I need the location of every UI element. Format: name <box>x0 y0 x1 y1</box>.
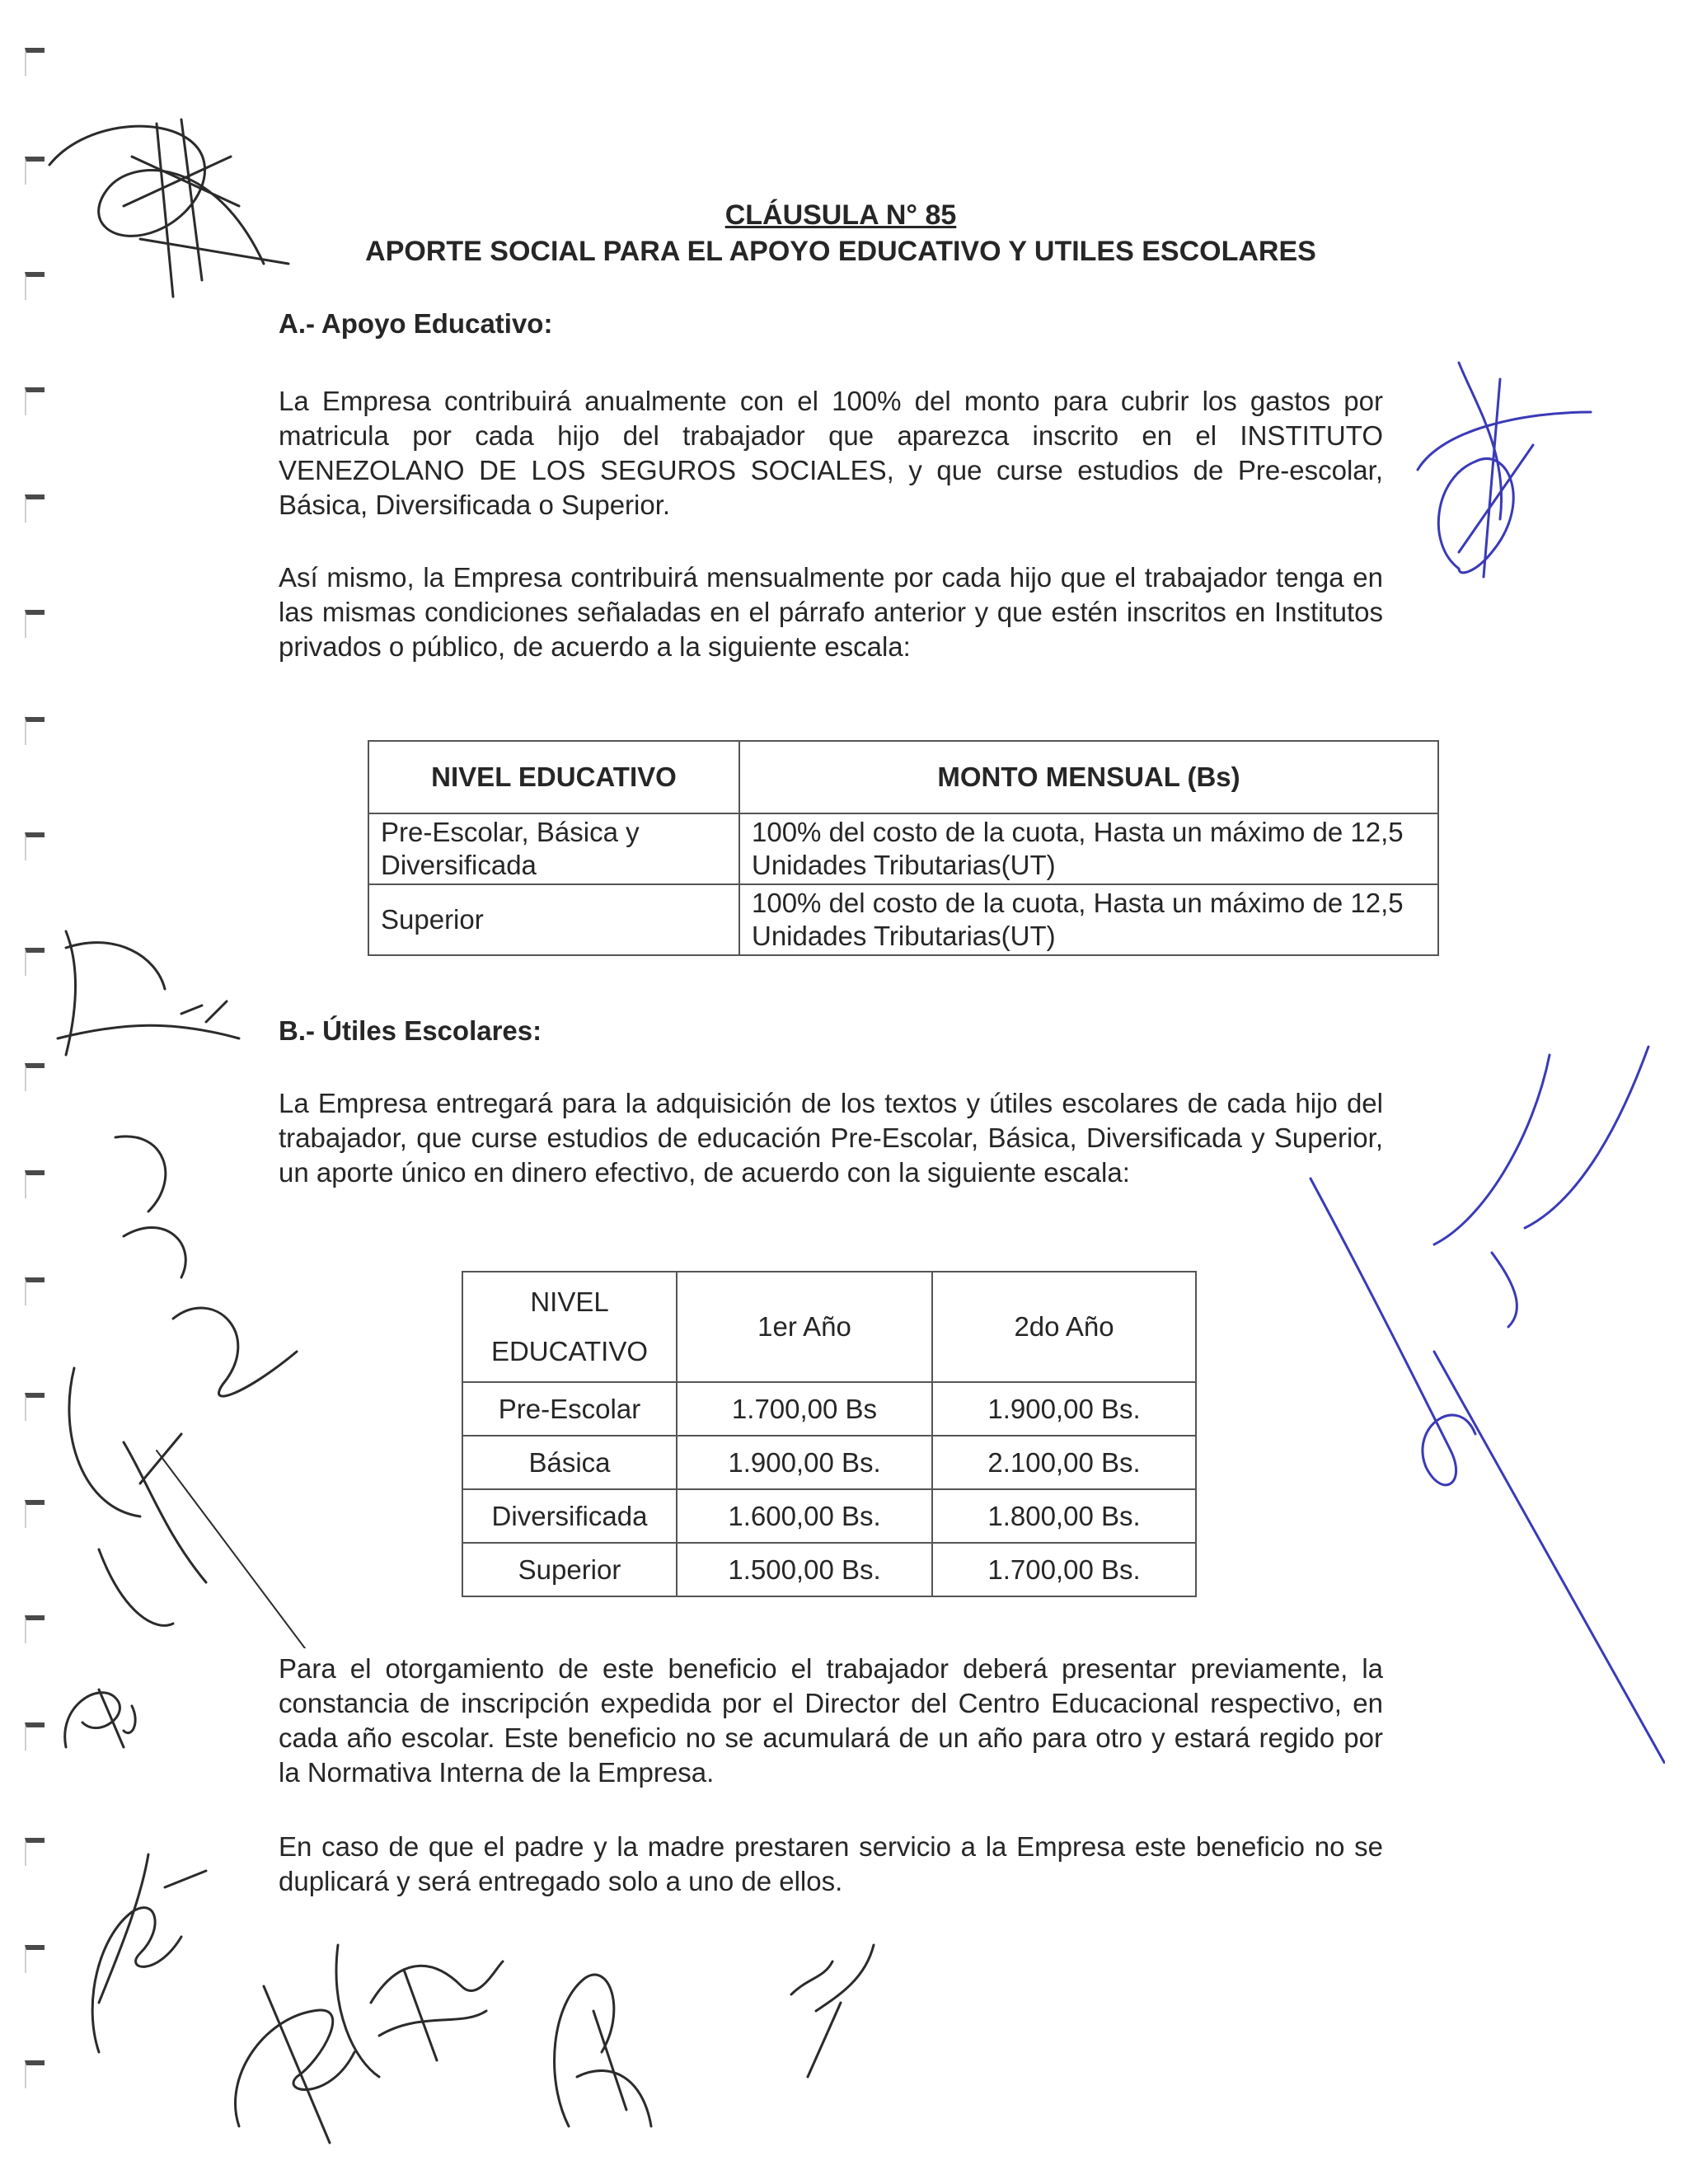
table-cell: 1.700,00 Bs. <box>932 1543 1196 1596</box>
signature-top-left <box>33 107 297 305</box>
column-header-nivel: NIVEL EDUCATIVO <box>462 1272 677 1382</box>
table-row <box>462 1489 1196 1543</box>
table-cell: Básica <box>462 1436 677 1489</box>
signature-left-lower <box>49 1121 346 1648</box>
table-cell: Diversificada <box>462 1489 677 1543</box>
binding-mark <box>25 1170 45 1198</box>
table-cell: 100% del costo de la cuota, Hasta un máximo de 12,5 Unidades Tributarias(UT) <box>739 884 1438 955</box>
section-a-paragraph-2: Así mismo, la Empresa contribuirá mensualmente por cada hijo que el trabajador tenga en las mismas condiciones señaladas en el párrafo anterior y que estén inscritos en Institutos privados o público, de acuerdo a la siguiente escala: <box>279 562 1383 662</box>
binding-mark <box>25 1722 45 1750</box>
section-b-paragraph-1: La Empresa entregará para la adquisición de los textos y útiles escolares de cada hijo del trabajador, que curse estudios de educación Pre-Escolar, Básica, Diversificada y Superior, un aporte único en dinero efectivo, de acuerdo con la siguiente escala: <box>279 1088 1383 1188</box>
binding-mark <box>25 717 45 745</box>
table-row <box>368 884 1438 955</box>
school-supplies-table <box>462 1271 1197 1597</box>
binding-mark <box>25 832 45 860</box>
section-a-heading: A.- Apoyo Educativo: <box>279 308 553 339</box>
clause-number: CLÁUSULA N° 85 <box>724 199 957 231</box>
section-b-heading: B.- Útiles Escolares: <box>279 1015 542 1046</box>
section-b-paragraph-2: Para el otorgamiento de este beneficio el trabajador deberá presentar previamente, la constancia de inscripción expedida por el Director del Centro Educacional respectivo, en cada año escolar. Este beneficio no se acumulará de un año para otro y estará regido por la Normativa Interna de la Empresa. <box>279 1653 1383 1788</box>
table-cell: 1.900,00 Bs. <box>677 1436 932 1489</box>
clause-title: APORTE SOCIAL PARA EL APOYO EDUCATIVO Y UTILES ESCOLARES <box>365 236 1316 267</box>
column-header-1er-ano: 1er Año <box>677 1272 932 1382</box>
table-header-row <box>368 741 1438 813</box>
binding-mark <box>25 1945 45 1973</box>
monthly-contribution-table <box>368 740 1439 956</box>
column-header-nivel: NIVEL EDUCATIVO <box>368 741 739 813</box>
table-row <box>462 1382 1196 1436</box>
signature-right-top <box>1409 354 1599 593</box>
binding-mark <box>25 1277 45 1305</box>
signature-left-small <box>49 1673 148 1764</box>
binding-mark <box>25 1615 45 1643</box>
column-header-monto: MONTO MENSUAL (Bs) <box>739 741 1438 813</box>
table-cell: 1.600,00 Bs. <box>677 1489 932 1543</box>
binding-mark <box>25 1393 45 1421</box>
binding-mark <box>25 948 45 976</box>
table-row <box>462 1543 1196 1596</box>
signature-bottom-row <box>214 1912 956 2151</box>
binding-mark <box>25 1500 45 1528</box>
table-cell: Superior <box>368 884 739 955</box>
table-cell: 1.700,00 Bs <box>677 1382 932 1436</box>
binding-mark <box>25 1838 45 1866</box>
signature-right-blue <box>1302 1038 1665 1764</box>
table-row <box>462 1436 1196 1489</box>
table-cell: 100% del costo de la cuota, Hasta un máximo de 12,5 Unidades Tributarias(UT) <box>739 813 1438 884</box>
table-cell: Superior <box>462 1543 677 1596</box>
binding-mark <box>25 48 45 76</box>
binding-mark <box>25 494 45 523</box>
table-cell: 1.900,00 Bs. <box>932 1382 1196 1436</box>
table-cell: 1.800,00 Bs. <box>932 1489 1196 1543</box>
table-cell: 2.100,00 Bs. <box>932 1436 1196 1489</box>
table-cell: Pre-Escolar <box>462 1382 677 1436</box>
binding-mark <box>25 2060 45 2088</box>
binding-mark <box>25 1063 45 1091</box>
table-cell: 1.500,00 Bs. <box>677 1543 932 1596</box>
binding-mark <box>25 610 45 638</box>
section-a-paragraph-1: La Empresa contribuirá anualmente con el 100% del monto para cubrir los gastos por matricula por cada hijo del trabajador que aparezca inscrito en el INSTITUTO VENEZOLANO DE LOS SEGUROS SOCIALES, y que curse estudios de Pre-escolar, Básica, Diversificada o Superior. <box>279 386 1383 520</box>
table-cell: Pre-Escolar, Básica y Diversificada <box>368 813 739 884</box>
table-header-row <box>462 1272 1196 1382</box>
table-row <box>368 813 1438 884</box>
signature-left-middle <box>49 923 264 1063</box>
section-b-paragraph-3: En caso de que el padre y la madre prestaren servicio a la Empresa este beneficio no se duplicará y será entregado solo a uno de ellos. <box>279 1831 1383 1896</box>
signature-bottom-left <box>66 1838 214 2069</box>
binding-mark <box>25 387 45 415</box>
column-header-2do-ano: 2do Año <box>932 1272 1196 1382</box>
